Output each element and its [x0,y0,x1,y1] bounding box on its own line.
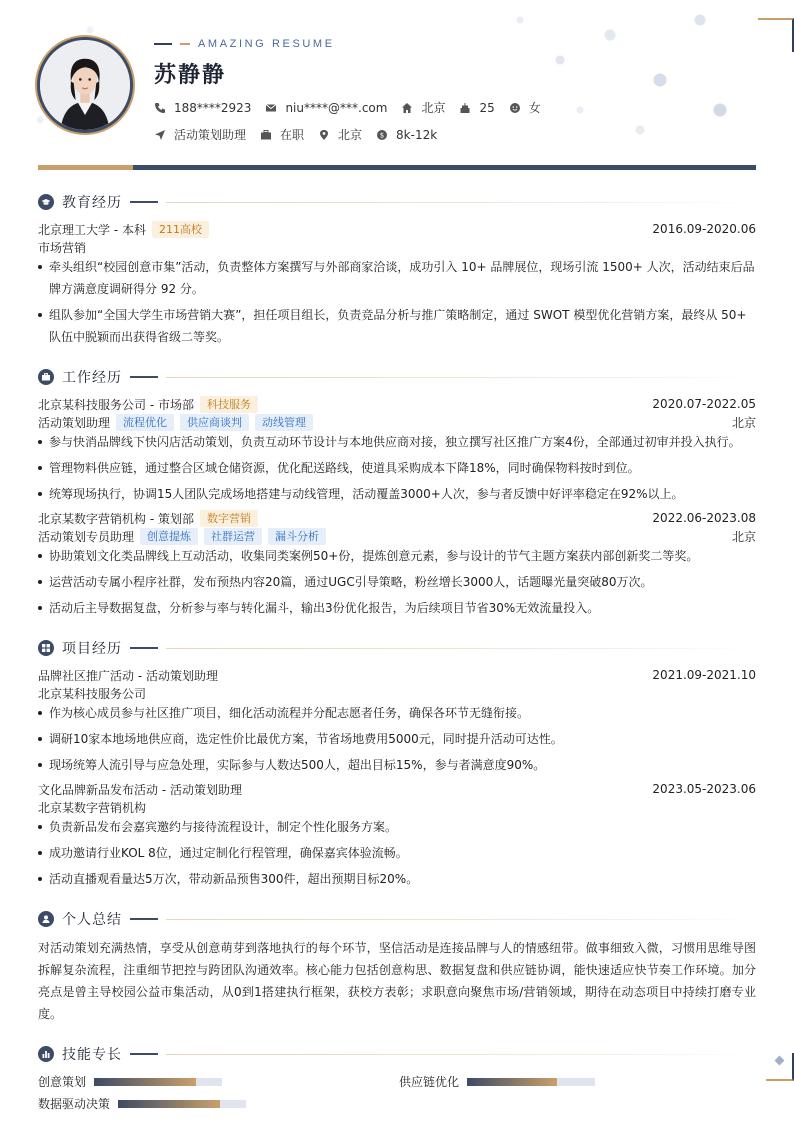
email-text: niu****@***.com [285,100,388,115]
contact-row [154,99,555,116]
grid-icon [38,640,54,656]
briefcase-icon [260,129,272,141]
age-text: 25 [479,100,495,115]
send-icon [154,129,166,141]
money-icon [376,129,388,141]
section-title-dash [130,201,158,203]
summary-text: 对活动策划充满热情，享受从创意萌芽到落地执行的每个环节，坚信活动是连接品牌与人的情感纽带。做事细致入微，习惯用思维导图拆解复杂流程，注重细节把控与跨团队沟通效率。核心能力包括创意构思、数据复盘和供应链协调，能快速适应快节奏工作环境。加分亮点是曾主导校园公益市集活动，从0到1搭建执行框架，获校方表彰；求职意向聚焦市场/营销领域，期待在动态项目中持续打磨专业度。 [38,941,756,1021]
bar-chart-icon [38,1046,54,1062]
project-title: 文化品牌新品发布活动 - 活动策划助理 [38,782,242,797]
corner-decoration-top [758,18,794,52]
project-entry-header [38,780,756,798]
project-title: 品牌社区推广活动 - 活动策划助理 [38,668,218,683]
industry-tag: 数字营销 [200,510,258,527]
skill-item [399,1073,595,1090]
work-role-line [38,413,756,431]
work-bullet: 统筹现场执行，协调15人团队完成场地搭建与动线管理，活动覆盖3000+人次，参与者反馈中好评率稳定在92%以上。 [38,483,756,505]
phone-text: 188****2923 [174,100,252,115]
job-intent-row [154,126,451,143]
section-education-title [38,192,756,212]
target-job-text: 活动策划助理 [174,128,247,142]
user-icon [38,911,54,927]
section-work-title [38,367,756,387]
resume-tagline [154,38,335,50]
skill-item [38,1095,246,1112]
work-bullet: 管理物料供应链，通过整合区域仓储资源，优化配送路线，使道具采购成本下降18%，同时确保物料按时到位。 [38,457,756,479]
gender-item [509,99,541,116]
salary-text: 8k-12k [396,127,438,142]
skill-name: 供应链优化 [399,1075,460,1089]
education-entry-header [38,220,756,238]
section-title-rule [166,919,756,920]
project-org-line [38,684,756,702]
project-entry-header [38,666,756,684]
role-text: 活动策划助理 [38,415,111,430]
avatar [37,37,133,133]
city-text: 北京 [421,101,446,115]
target-job-item [154,126,246,143]
section-title-text: 教育经历 [62,195,122,211]
skill-tag: 社群运营 [204,528,262,545]
location-pin-icon [318,129,330,141]
status-item [260,126,304,143]
project-bullet: 成功邀请行业KOL 8位，通过定制化行程管理，确保嘉宾体验流畅。 [38,842,756,864]
email-icon [265,102,277,114]
work-bullet: 运营活动专属小程序社群，发布预热内容20篇，通过UGC引导策略，粉丝增长3000人，话题曝光量突破80万次。 [38,571,756,593]
project-bullet: 活动直播观看量达5万次，带动新品预售300件，超出预期目标20%。 [38,868,756,890]
work-icon [38,369,54,385]
skill-bar [467,1078,595,1086]
phone-item [154,101,251,115]
company-line: 北京某科技服务公司 - 市场部 [38,397,194,412]
cake-icon [459,102,471,114]
work-city: 北京 [731,529,756,544]
project-org: 北京某科技服务公司 [38,686,147,701]
work-bullet: 活动后主导数据复盘，分析参与率与转化漏斗，输出3份优化报告，为后续项目节省30%无效流量投入。 [38,597,756,619]
phone-icon [154,102,166,114]
project-bullet: 负责新品发布会嘉宾邀约与接待流程设计，制定个性化服务方案。 [38,816,756,838]
section-projects-title [38,638,756,658]
school-tag: 211高校 [152,221,209,238]
email-item [265,101,387,115]
work-entry-header [38,395,756,413]
section-title-rule [166,377,756,378]
skill-bar-fill [94,1078,196,1086]
work-bullet: 协助策划文化类品牌线上互动活动，收集同类案例50+份，提炼创意元素，参与设计的节气主题方案获内部创新奖二等奖。 [38,545,756,567]
tagline-line-gold [180,43,190,45]
work-period: 2022.06-2023.08 [652,511,756,525]
skill-item [38,1073,222,1090]
section-title-dash [130,1053,158,1055]
skill-tag: 供应商谈判 [180,414,249,431]
education-bullet: 牵头组织“校园创意市集”活动，负责整体方案撰写与外部商家洽谈，成功引入 10+ 品牌展位，现场引流 1500+ 人次，活动结束后品牌方满意度调研得分 92 分。 [38,256,756,300]
work-city: 北京 [731,415,756,430]
profile-photo [40,40,130,130]
tagline-text: AMAZING RESUME [198,38,335,50]
target-city-item [318,126,362,143]
salary-item [376,128,437,142]
education-major-line [38,238,756,256]
project-bullet: 调研10家本地场地供应商，选定性价比最优方案，节省场地费用5000元，同时提升活动可达性。 [38,728,756,750]
status-text: 在职 [280,128,305,142]
section-title-rule [166,1054,756,1055]
skill-bar [118,1100,246,1108]
project-period: 2023.05-2023.06 [652,782,756,796]
section-title-text: 个人总结 [62,912,122,928]
section-skills-title [38,1044,756,1064]
smile-icon [509,102,521,114]
skill-tag: 漏斗分析 [268,528,326,545]
home-icon [401,102,413,114]
target-city-text: 北京 [338,128,363,142]
education-period: 2016.09-2020.06 [652,222,756,236]
project-org-line [38,798,756,816]
work-entry-header [38,509,756,527]
industry-tag: 科技服务 [200,396,258,413]
section-title-text: 工作经历 [62,370,122,386]
education-bullet: 组队参加“全国大学生市场营销大赛”，担任项目组长，负责竞品分析与推广策略制定，通过 SWOT 模型优化营销方案，最终从 50+ 队伍中脱颖而出获得省级二等奖。 [38,304,756,348]
svg-text:$: $ [379,131,385,139]
graduation-cap-icon [38,194,54,210]
skill-bar [94,1078,222,1086]
candidate-name: 苏静静 [154,63,227,88]
school-line: 北京理工大学 - 本科 [38,222,146,237]
major-text: 市场营销 [38,240,87,255]
section-title-dash [130,647,158,649]
section-summary-title [38,909,756,929]
work-period: 2020.07-2022.05 [652,397,756,411]
work-role-line [38,527,756,545]
gender-text: 女 [528,101,541,115]
project-bullet: 作为核心成员参与社区推广项目，细化活动流程并分配志愿者任务，确保各环节无缝衔接。 [38,702,756,724]
section-title-dash [130,918,158,920]
company-line: 北京某数字营销机构 - 策划部 [38,511,194,526]
section-title-dash [130,376,158,378]
tagline-line-navy [154,43,172,45]
city-item [401,99,445,116]
header-divider [38,165,756,170]
section-title-rule [166,648,756,649]
project-bullet: 现场统筹人流引导与应急处理，实际参与人数达500人，超出目标15%，参与者满意度90%。 [38,754,756,776]
section-title-rule [166,202,756,203]
section-title-text: 项目经历 [62,641,122,657]
skill-name: 创意策划 [38,1075,87,1089]
project-period: 2021.09-2021.10 [652,668,756,682]
skill-tag: 动线管理 [255,414,313,431]
skill-tag: 流程优化 [116,414,174,431]
section-title-text: 技能专长 [62,1047,122,1063]
project-org: 北京某数字营销机构 [38,800,147,815]
skill-tag: 创意提炼 [140,528,198,545]
role-text: 活动策划专员助理 [38,529,135,544]
skill-bar-fill [467,1078,557,1086]
skill-bar-fill [118,1100,220,1108]
skill-name: 数据驱动决策 [38,1097,111,1111]
age-item [459,101,494,115]
work-bullet: 参与快消品牌线下快闪店活动策划，负责互动环节设计与本地供应商对接，独立撰写社区推广方案4份，全部通过初审并投入执行。 [38,431,756,453]
